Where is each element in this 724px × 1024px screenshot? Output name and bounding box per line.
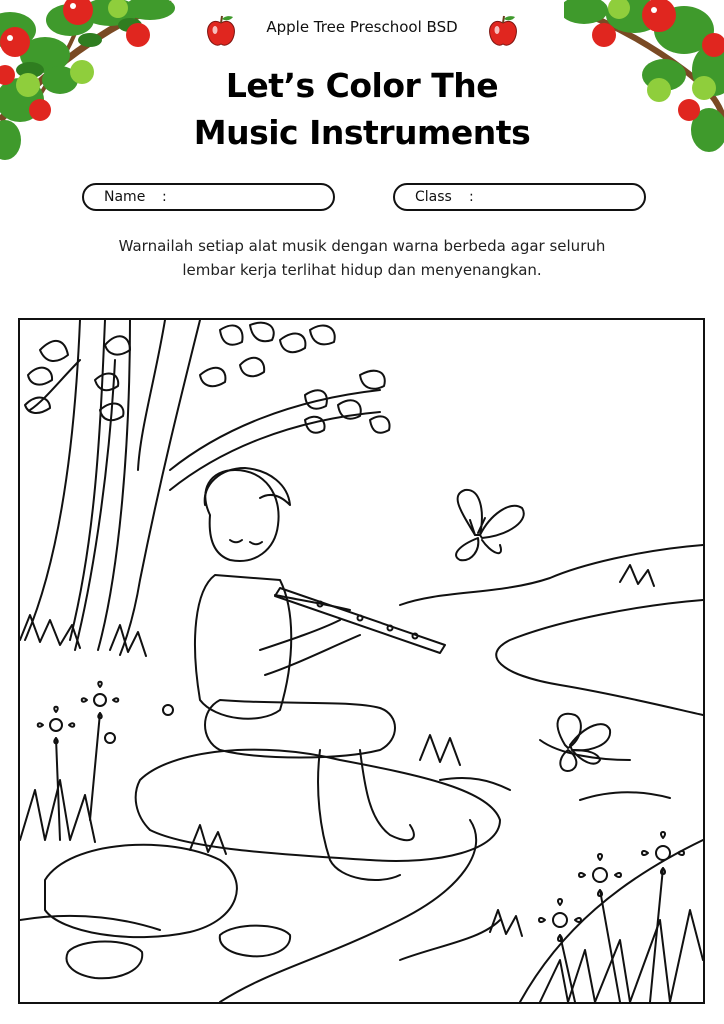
instructions-line-2: lembar kerja terlihat hidup dan menyenangkan. <box>182 261 542 279</box>
title-line-1: Let’s Color The <box>225 66 499 105</box>
river <box>20 545 703 1002</box>
title-line-2: Music Instruments <box>193 113 531 152</box>
instructions-line-1: Warnailah setiap alat musik dengan warna berbeda agar seluruh <box>118 237 606 255</box>
rocks <box>45 750 500 979</box>
child-figure <box>195 468 414 880</box>
class-separator: : <box>469 189 474 205</box>
name-field[interactable] <box>82 183 335 211</box>
class-label: Class <box>415 189 452 205</box>
coloring-illustration <box>20 320 703 1002</box>
coloring-area[interactable] <box>18 318 705 1004</box>
name-label: Name <box>104 189 146 205</box>
butterfly-lower <box>558 714 611 771</box>
worksheet-title <box>0 62 724 156</box>
name-separator: : <box>162 189 167 205</box>
apple-icon-right <box>488 14 518 48</box>
flute <box>275 588 445 653</box>
instructions <box>62 234 662 282</box>
class-field[interactable] <box>393 183 646 211</box>
school-name: Apple Tree Preschool BSD <box>266 18 458 36</box>
butterfly-upper <box>456 490 524 560</box>
